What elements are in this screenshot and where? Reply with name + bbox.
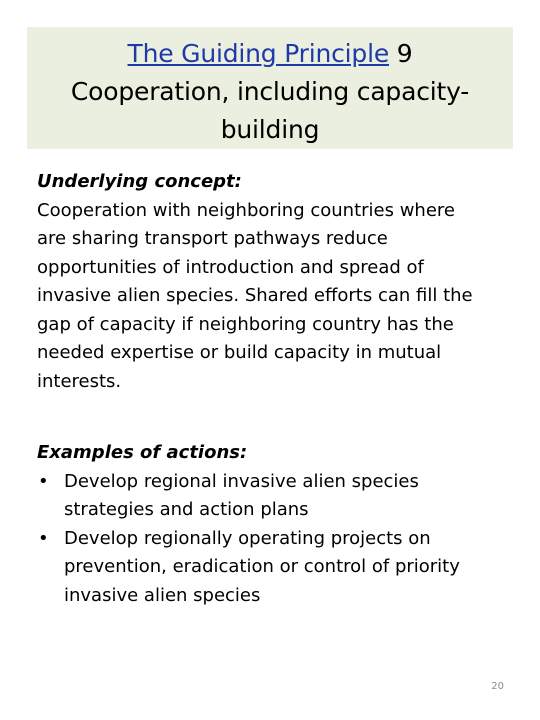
concept-line: gap of capacity if neighboring country has the [37, 313, 454, 335]
slide-title-box [27, 27, 513, 149]
slide-body [37, 168, 512, 610]
concept-line: Cooperation with neighboring countries where [37, 199, 455, 221]
examples-heading: Examples of actions: [37, 442, 248, 463]
section-spacer [37, 396, 512, 439]
list-item-line: Develop regionally operating projects on [64, 527, 431, 549]
concept-line: invasive alien species. Shared efforts can fill the [37, 285, 473, 306]
guiding-principle-link[interactable]: The Guiding Principle [127, 39, 390, 68]
list-item [37, 468, 512, 525]
bullet-icon: • [38, 470, 49, 492]
page-number: 20 [491, 681, 504, 692]
examples-list [37, 468, 512, 611]
underlying-concept-paragraph [37, 197, 512, 397]
bullet-icon: • [38, 527, 49, 549]
list-item-line: prevention, eradication or control of priority [64, 556, 460, 577]
concept-line: opportunities of introduction and spread of [37, 256, 424, 278]
list-item [37, 525, 512, 611]
title-line-1 [27, 35, 513, 73]
list-item-line: invasive alien species [64, 584, 261, 606]
principle-number: 9 [389, 39, 413, 68]
concept-line: are sharing transport pathways reduce [37, 228, 388, 249]
concept-line: needed expertise or build capacity in mutual [37, 342, 442, 363]
title-line-2: Cooperation, including capacity- [70, 77, 470, 106]
list-item-line: Develop regional invasive alien species [64, 470, 419, 492]
underlying-concept-heading: Underlying concept: [37, 171, 242, 192]
title-line-3: building [220, 115, 320, 144]
list-item-line: strategies and action plans [64, 499, 309, 520]
concept-line: interests. [37, 370, 122, 392]
